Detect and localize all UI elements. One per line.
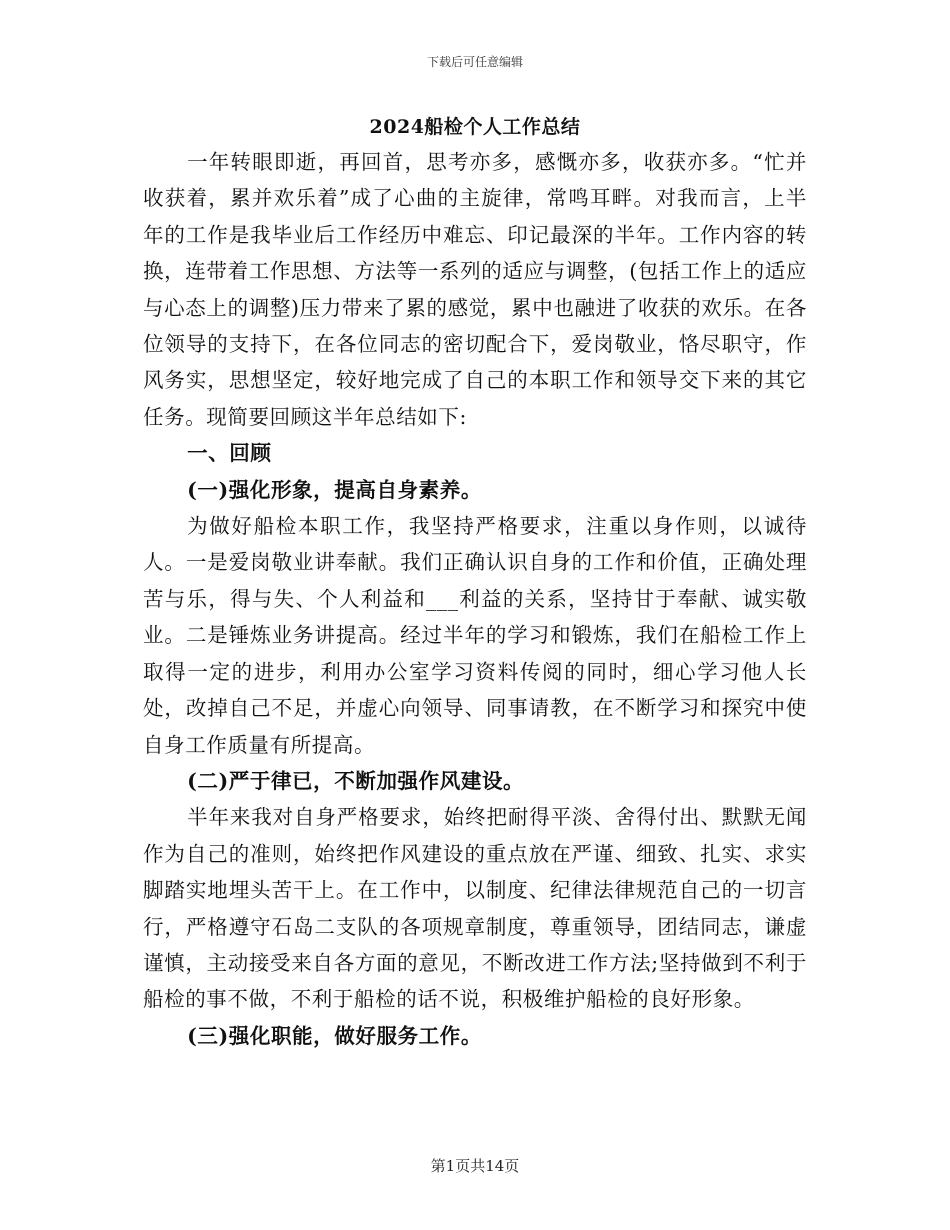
subsection-paragraph-2: 半年来我对自身严格要求，始终把耐得平淡、舍得付出、默默无闻作为自己的准则，始终把作风建设的重点放在严谨、细致、扎实、求实脚踏实地埋头苦干上。在工作中，以制度、纪律法律规范自己的一切言行，严格遵守石岛二支队的各项规章制度，尊重领导，团结同志，谦虚谨慎，主动接受来自各方面的意见，不断改进工作方法;坚持做到不利于船检的事不做，不利于船检的话不说，积极维护船检的良好形象。 bbox=[143, 805, 807, 1012]
subsection-heading-3: (三)强化职能，做好服务工作。 bbox=[187, 1023, 482, 1048]
intro-paragraph: 一年转眼即逝，再回首，思考亦多，感慨亦多，收获亦多。“忙并收获着，累并欢乐着”成了心曲的主旋律，常鸣耳畔。对我而言，上半年的工作是我毕业后工作经历中难忘、印记最深的半年。工作内容的转换，连带着工作思想、方法等一系列的适应与调整，(包括工作上的适应与心态上的调整)压力带来了累的感觉，累中也融进了收获的欢乐。在各位领导的支持下，在各位同志的密切配合下，爱岗敬业，恪尽职守，作风务实，思想坚定，较好地完成了自己的本职工作和领导交下来的其它任务。现简要回顾这半年总结如下: bbox=[143, 150, 807, 429]
subsection-heading-1: (一)强化形象，提高自身素养。 bbox=[187, 477, 482, 502]
document-body bbox=[143, 110, 807, 1054]
page-header-note: 下载后可任意编辑 bbox=[426, 55, 523, 69]
page-number-footer: 第1页共14页 bbox=[430, 1157, 520, 1175]
section-heading-review: 一、回顾 bbox=[187, 441, 272, 466]
document-title: 2024船检个人工作总结 bbox=[369, 116, 581, 138]
subsection-heading-2: (二)严于律已，不断加强作风建设。 bbox=[187, 768, 525, 793]
subsection-paragraph-1: 为做好船检本职工作，我坚持严格要求，注重以身作则，以诚待人。一是爱岗敬业讲奉献。我们正确认识自身的工作和价值，正确处理苦与乐，得与失、个人利益和___利益的关系，坚持甘于奉献、诚实敬业。二是锤炼业务讲提高。经过半年的学习和锻炼，我们在船检工作上取得一定的进步，利用办公室学习资料传阅的同时，细心学习他人长处，改掉自己不足，并虚心向领导、同事请教，在不断学习和探究中使自身工作质量有所提高。 bbox=[143, 514, 807, 757]
